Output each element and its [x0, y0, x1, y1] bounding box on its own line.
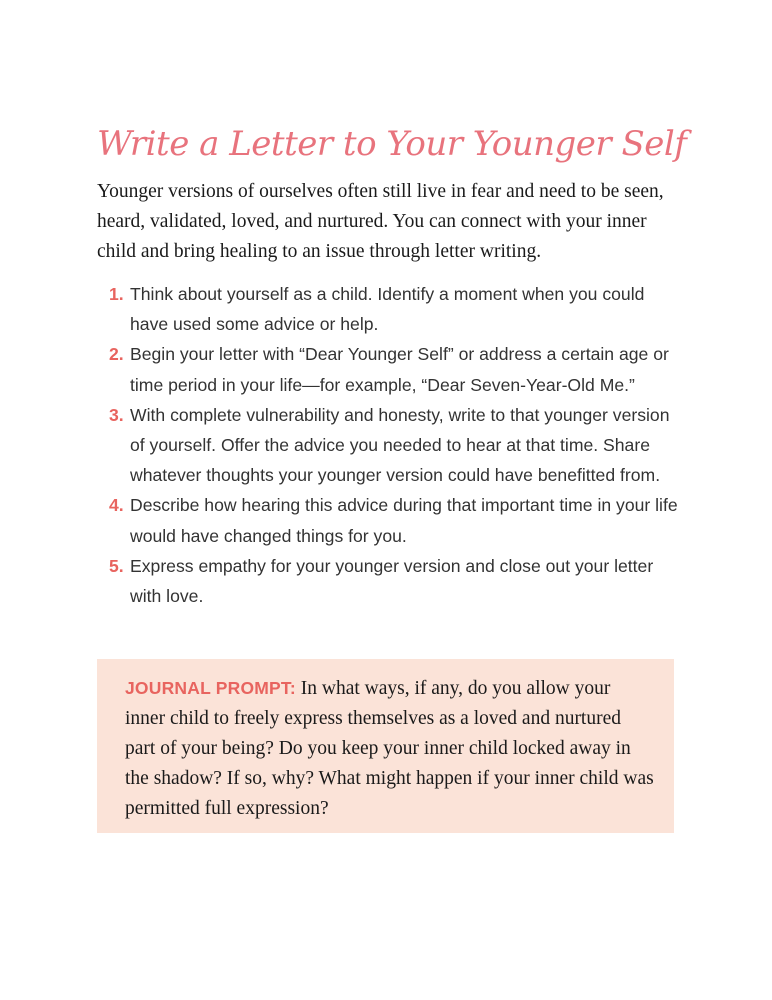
list-item [109, 400, 684, 491]
journal-prompt-box [97, 659, 674, 833]
intro-paragraph: Younger versions of ourselves often still live in fear and need to be seen, heard, validated, loved, and nurtured. You can connect with your inner child and bring healing to an issue through letter writing. [97, 181, 664, 262]
list-item [109, 551, 684, 611]
step-number: 5. [109, 555, 124, 576]
step-number: 1. [109, 284, 124, 304]
step-text: Begin your letter with “Dear Younger Self” or address a certain age or time period in your life—for example, “Dear Seven-Year-Old Me.” [130, 344, 669, 395]
list-item [109, 490, 684, 550]
step-text: Think about yourself as a child. Identify a moment when you could have used some advice or help. [130, 284, 645, 335]
step-number: 2. [109, 344, 124, 365]
list-item [109, 339, 684, 399]
step-text: With complete vulnerability and honesty, write to that younger version of yourself. Offer the advice you needed to hear at that time. Share whatever thoughts your younger version could have benefitted from. [130, 404, 670, 486]
steps-list [109, 279, 684, 611]
step-number: 3. [109, 404, 124, 425]
journal-prompt-text: In what ways, if any, do you allow your inner child to freely express themselves as a loved and nurtured part of your being? Do you keep your inner child locked away in the shadow? If so, why? What might happen if your inner child was permitted full expression? [125, 678, 654, 819]
list-item [109, 279, 684, 339]
journal-prompt [125, 673, 655, 824]
step-number: 4. [109, 495, 124, 516]
step-text: Describe how hearing this advice during that important time in your life would have changed things for you. [130, 495, 678, 546]
page-title: Write a Letter to Your Younger Self [97, 124, 687, 164]
step-text: Express empathy for your younger version and close out your letter with love. [130, 555, 654, 607]
journal-prompt-label: JOURNAL PROMPT: [125, 678, 296, 698]
